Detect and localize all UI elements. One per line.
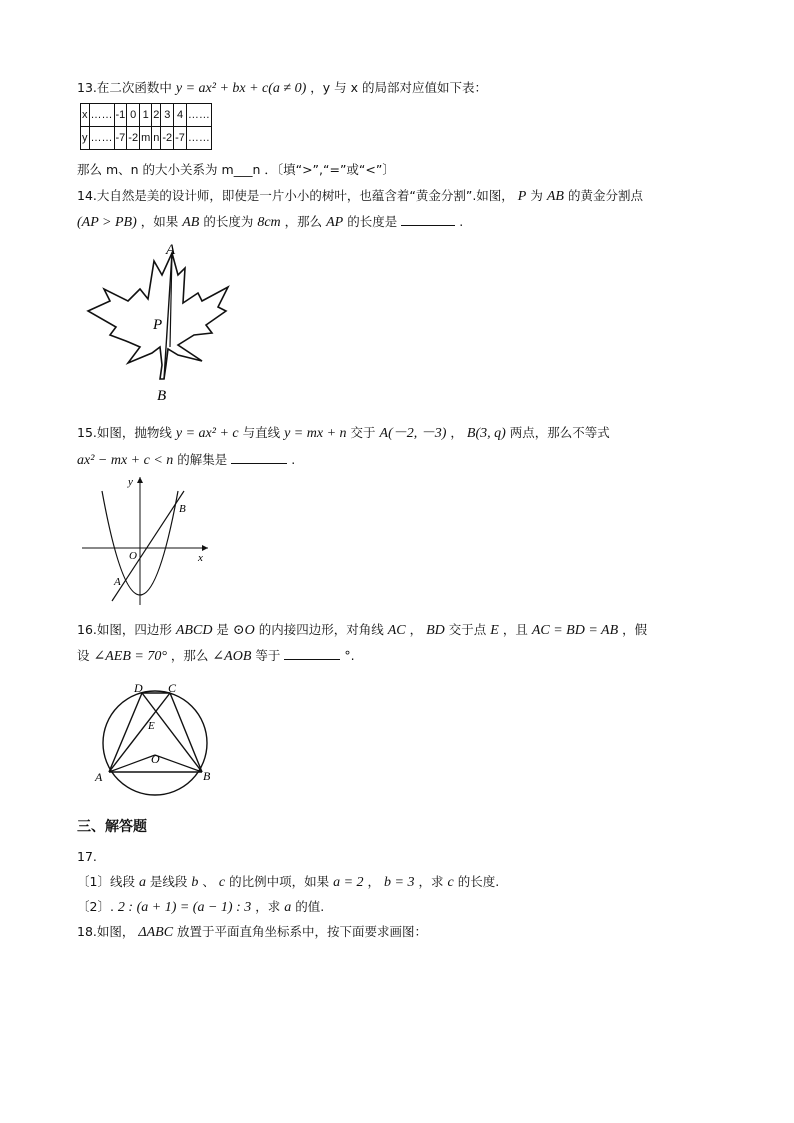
q15-answer-blank[interactable] [231,449,287,464]
q15-text: ， [450,425,463,440]
cell: n [152,127,161,150]
q16-text: ， [409,622,423,637]
q13-text-2: ，y 与 x 的局部对应值如下表： [310,80,487,95]
label-A: A [166,242,176,258]
q18-text: 放置于平面直角坐标系中，按下面要求画图： [177,924,428,939]
cell: 0 [127,104,140,127]
q17-text: 的长度. [457,874,500,889]
cell: -7 [114,127,127,150]
q16-text: 等于 [255,648,281,663]
label-O: O [129,550,137,562]
q14-text: 为 [530,188,543,203]
side-ad [109,693,142,772]
q17-text: ，求 [418,874,444,889]
q15-text: 与直线 [242,425,281,440]
q14-line1 [77,186,643,207]
q17-part1 [77,872,499,893]
q17-text: ，求 [255,899,281,914]
q14-text: 14.大自然是美的设计师，即使是一片小小的树叶，也蕴含着“黄金分割”.如图， [77,188,514,203]
cell: …… [89,127,114,150]
leaf-outline [88,253,228,379]
q16-text: 交于点 [448,622,487,637]
q15-line1 [77,423,610,444]
q16-ac: AC [387,623,406,638]
cell: x [81,104,90,127]
cell: -7 [174,127,187,150]
q17-var-c: c [218,875,226,890]
q16-text: ，假 [622,622,648,637]
section-title: 三、解答题 [77,819,147,835]
q14-text: . [459,214,464,229]
label-E: E [148,720,155,732]
cell: 2 [152,104,161,127]
q18-line1 [77,922,427,943]
q16-circle-figure [95,683,225,793]
q17-text: 是线段 [149,874,188,889]
q13-formula: y = ax² + bx + c(a ≠ 0) [175,81,307,96]
cell: 4 [174,104,187,127]
q15-graph-figure [80,473,220,608]
q16-circle: ⊙O [232,623,255,638]
q13-line2: 那么 m、n 的大小关系为 m___n ．〔填“>”,“=”或“<”〕 [77,162,395,177]
q14-var-ab: AB [182,215,200,230]
q16-text: °. [344,648,355,663]
cell: …… [186,127,211,150]
q17-part2 [77,897,324,918]
q13-text-1: 13.在二次函数中 [77,80,172,95]
q16-equation: AC = BD = AB [531,623,619,638]
q16-text: 16.如图，四边形 [77,622,172,637]
label-P: P [153,317,163,333]
q17-text: 的比例中项，如果 [229,874,330,889]
q16-text: ，那么 [170,648,209,663]
q16-text: ，且 [502,622,528,637]
cell: y [81,127,90,150]
q14-maple-leaf-figure [82,243,242,403]
label-A: A [95,770,103,784]
q15-parabola: y = ax² + c [175,426,239,441]
q18-text: 18.如图， [77,924,135,939]
label-B: B [203,769,211,783]
q14-text: ，那么 [284,214,323,229]
q15-text: 15.如图，抛物线 [77,425,172,440]
q14-text: 的长度是 [347,214,398,229]
cell: …… [186,104,211,127]
label-x: x [198,552,203,564]
cell: m [140,127,152,150]
q17-text: 〔1〕线段 [77,874,135,889]
cell: 3 [161,104,174,127]
q16-e: E [490,623,499,638]
cell: 1 [140,104,152,127]
q16-text: 的内接四边形，对角线 [258,622,384,637]
q16-bd: BD [426,623,445,638]
cell: -2 [161,127,174,150]
q13-value-table [80,103,212,150]
q13-row-y [81,127,212,150]
q15-text: 交于 [350,425,376,440]
q14-condition: (AP > PB) [77,215,137,230]
label-y: y [128,476,133,488]
q13-row-x [81,104,212,127]
straight-line [112,491,184,601]
q16-angle-aob: ∠AOB [212,649,252,664]
q15-line-eq: y = mx + n [284,426,347,441]
q17-var-a: a [284,900,292,915]
q15-point-b: B(3, q) [466,426,506,441]
cell: -1 [114,104,127,127]
q15-inequality: ax² − mx + c < n [77,453,174,468]
q14-text: 的黄金分割点 [567,188,643,203]
label-A: A [114,576,121,588]
cell: -2 [127,127,140,150]
q14-var-ap: AP [326,215,344,230]
q17-var-b: b [191,875,199,890]
q16-line1 [77,620,647,641]
q17-number: 17. [77,849,97,864]
label-C: C [168,681,177,695]
q17-a-value: a = 2 [333,875,364,890]
q15-text: . [291,452,296,467]
q17-var-a: a [138,875,146,890]
circle-o [103,691,207,795]
q16-text: 是 [216,622,229,637]
q14-var-p: P [517,189,527,204]
q14-line2 [77,211,463,233]
q15-point-a: A(－2, －3) [379,426,447,441]
q14-text: ，如果 [140,214,179,229]
q13-line1 [77,78,487,99]
label-B: B [179,503,186,515]
q18-triangle: ΔABC [138,925,174,940]
label-D: D [134,681,143,695]
q17-ratio: 2 : (a + 1) = (a − 1) : 3 [117,900,252,915]
q16-quad: ABCD [175,623,213,638]
q16-angle-aeb: ∠AEB = 70° [93,649,167,664]
cell: …… [89,104,114,127]
label-B: B [157,388,167,404]
q17-var-c: c [447,875,454,890]
q17-text: ， [367,874,381,889]
q14-var-ab: AB [546,189,564,204]
q16-line2 [77,645,355,667]
q16-text: 设 [77,648,90,663]
q17-text: 〔2〕. [77,899,114,914]
q14-text: 的长度为 [203,214,254,229]
label-O: O [151,752,160,766]
q15-text: 两点，那么不等式 [509,425,610,440]
q17-b-value: b = 3 [384,875,415,890]
side-bc [170,693,202,772]
q15-line2 [77,449,295,471]
q14-answer-blank[interactable] [401,211,455,226]
q17-text: 的值. [295,899,325,914]
q16-answer-blank[interactable] [284,645,340,660]
q14-length: 8cm [257,215,281,230]
q17-text: 、 [202,874,215,889]
q15-text: 的解集是 [177,452,228,467]
